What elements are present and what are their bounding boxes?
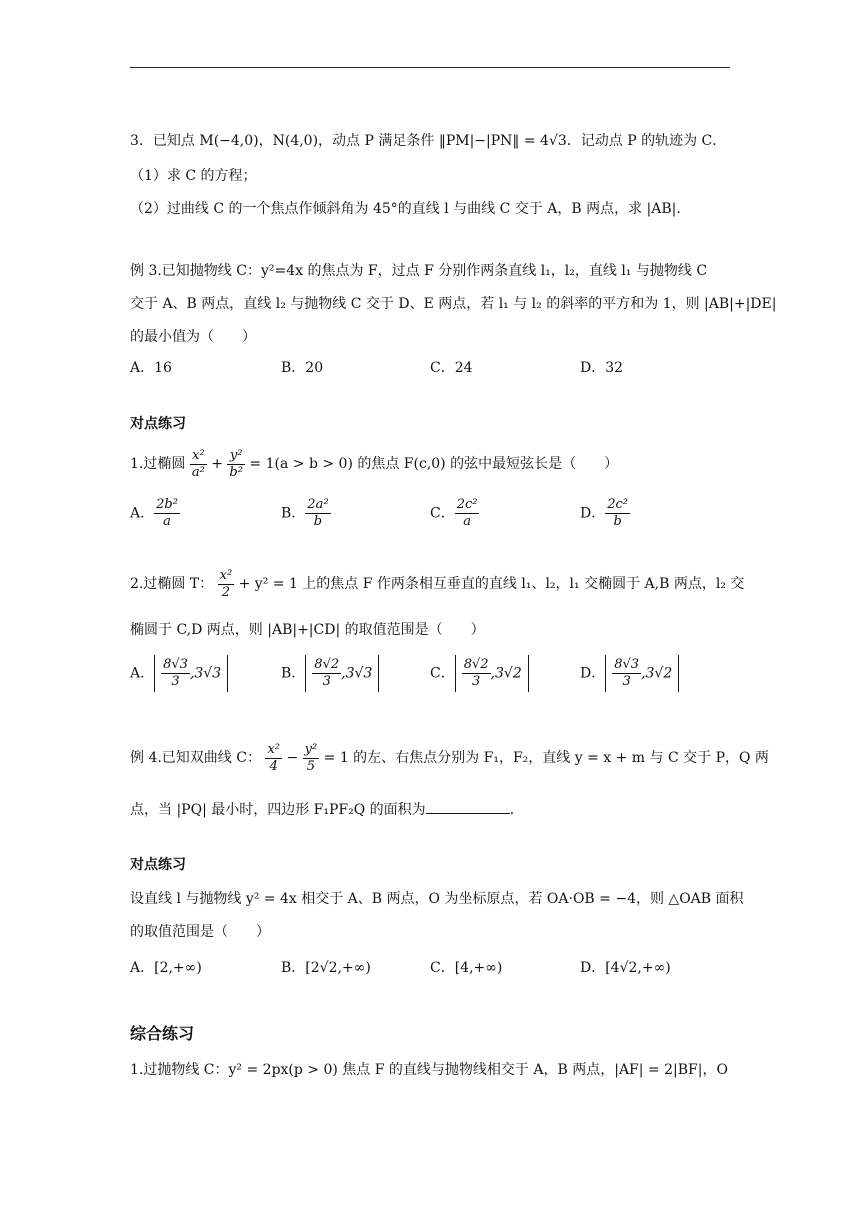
example3-option-b: B．20 <box>281 360 324 376</box>
fraction-denominator: 3 <box>622 674 631 689</box>
interval-end: ,3√2 <box>641 665 673 682</box>
practice1-heading: 对点练习 <box>130 416 186 432</box>
example3-line1: 例 3.已知抛物线 C：y²=4x 的焦点为 F，过点 F 分别作两条直线 l₁，l₂，直线 l₁ 与抛物线 C <box>130 263 708 279</box>
practice1-q2-option-d <box>580 655 679 692</box>
fraction-numerator: x² <box>219 567 233 583</box>
practice2-heading: 对点练习 <box>130 857 186 873</box>
practice1-q2-option-a <box>130 655 228 692</box>
example4-suffix: = 1 的左、右焦点分别为 F₁，F₂，直线 y = x + m 与 C 交于 P，Q 两 <box>323 750 769 766</box>
fraction-numerator: 8√2 <box>463 657 489 672</box>
fraction-numerator: x² <box>267 741 280 757</box>
practice1-q1-option-a <box>130 497 180 530</box>
fraction-denominator: b <box>613 514 622 529</box>
fraction-denominator: 2 <box>221 584 231 600</box>
practice1-q2-option-c <box>430 655 529 692</box>
practice1-q2-option-b <box>281 655 379 692</box>
option-label: D． <box>580 665 606 682</box>
practice2-option-a: A．[2,+∞) <box>130 960 202 976</box>
header-rule <box>130 67 730 68</box>
fraction-denominator: a <box>463 514 471 529</box>
fraction-numerator: 2b² <box>156 497 178 512</box>
fraction-denominator: a <box>163 514 171 529</box>
problem3-line2: （1）求 C 的方程； <box>130 168 257 184</box>
fraction-denominator: a² <box>191 464 205 480</box>
problem3-line1: 3．已知点 M(−4,0)，N(4,0)，动点 P 满足条件 ‖PM|−|PN‖ = 4√3．记动点 P 的轨迹为 C． <box>130 133 727 149</box>
example4-line1: 例 4.已知双曲线 C： $\frac{\text{x²}}{4}$ − $\frac{\text{y²}}{5}$ = 1 的左、右焦点分别为 F₁，F₂，直线 y = x + m 与 C 交于 P，Q 两 <box>130 741 769 774</box>
interval-end: ,3√3 <box>341 665 373 682</box>
option-label: A． <box>130 505 155 522</box>
option-label: D． <box>580 505 606 522</box>
fraction-denominator: b² <box>229 464 243 480</box>
comprehensive-line1: 1.过抛物线 C：y² = 2px(p > 0) 焦点 F 的直线与抛物线相交于 A，B 两点，|AF| = 2|BF|，O <box>130 1062 728 1078</box>
practice1-q2-fraction <box>218 568 235 601</box>
interval-end: ,3√2 <box>490 665 522 682</box>
fraction-denominator: 3 <box>471 674 481 689</box>
fraction-numerator: y² <box>304 741 318 757</box>
example4-line2 <box>130 799 514 820</box>
practice2-line1: 设直线 l 与抛物线 y² = 4x 相交于 A、B 两点，O 为坐标原点，若 OA·OB = −4，则 △OAB 面积 <box>130 891 744 907</box>
practice1-q2-line2: 椭圆于 C,D 两点，则 |AB|+|CD| 的取值范围是（ ） <box>130 622 485 638</box>
fraction-numerator: 8√3 <box>614 657 640 672</box>
example3-option-a: A．16 <box>130 360 172 376</box>
practice1-q1-option-b <box>281 497 331 530</box>
practice1-q1-suffix: = 1(a > b > 0) 的焦点 F(c,0) 的弦中最短弦长是（ ） <box>249 456 619 472</box>
answer-blank <box>426 799 510 814</box>
practice2-option-d: D．[4√2,+∞) <box>580 960 671 976</box>
option-label: B． <box>281 665 306 682</box>
practice2-line2: 的取值范围是（ ） <box>130 924 270 940</box>
fraction-denominator: 4 <box>269 758 278 774</box>
practice1-q1-option-c <box>430 497 479 530</box>
option-label: A． <box>130 665 155 682</box>
example4-fraction-x <box>265 742 282 775</box>
fraction-numerator: x² <box>190 448 207 465</box>
example3-line3: 的最小值为（ ） <box>130 329 256 345</box>
fraction-numerator: 2a² <box>307 497 329 512</box>
fraction-numerator: 2c² <box>456 497 478 512</box>
problem3-line3: （2）过曲线 C 的一个焦点作倾斜角为 45°的直线 l 与曲线 C 交于 A，B 两点，求 |AB|． <box>130 201 691 217</box>
practice1-q1-prefix: 1.过椭圆 <box>130 456 186 472</box>
comprehensive-heading: 综合练习 <box>130 1024 195 1043</box>
example3-option-c: C．24 <box>430 360 473 376</box>
option-label: C． <box>430 665 455 682</box>
interval-end: ,3√3 <box>189 665 222 682</box>
option-label: C． <box>430 505 455 522</box>
fraction-numerator: 2c² <box>607 497 628 512</box>
fraction-denominator: b <box>313 514 323 529</box>
fraction-denominator: 3 <box>171 674 180 689</box>
practice1-q1-option-d <box>580 497 630 530</box>
practice1-q1-fraction-x <box>190 448 207 481</box>
example4-fraction-y <box>303 742 320 775</box>
practice1-q1-fraction-y <box>227 448 245 481</box>
practice1-q2-prefix: 2.过椭圆 T： <box>130 576 214 592</box>
practice2-option-c: C．[4,+∞) <box>430 960 503 976</box>
example4-line2-suffix: . <box>509 802 515 818</box>
practice1-q2-line1 <box>130 566 744 602</box>
practice1-q2-suffix: + y² = 1 上的焦点 F 作两条相互垂直的直线 l₁、l₂，l₁ 交椭圆于 A,B 两点，l₂ 交 <box>238 576 745 592</box>
example4-prefix: 例 4.已知双曲线 C： <box>130 750 261 766</box>
fraction-denominator: 5 <box>306 758 316 774</box>
fraction-numerator: 8√2 <box>314 657 340 672</box>
example3-option-d: D．32 <box>580 360 624 376</box>
practice1-q1: 1.过椭圆 $\frac{\text{x²}}{\text{a²}}$ + $\frac{\text{y²}}{\text{b²}}$ = 1(a > b > 0) 的焦点 F(c,0) 的弦中最短弦长是（ ） <box>130 447 619 480</box>
practice2-option-b: B．[2√2,+∞) <box>281 960 371 976</box>
example4-line2-prefix: 点，当 |PQ| 最小时，四边形 F₁PF₂Q 的面积为 <box>130 802 426 818</box>
fraction-numerator: 8√3 <box>163 657 188 672</box>
option-label: B． <box>281 505 306 522</box>
fraction-denominator: 3 <box>322 674 331 689</box>
fraction-numerator: y² <box>227 448 245 465</box>
example3-line2: 交于 A、B 两点，直线 l₂ 与抛物线 C 交于 D、E 两点，若 l₁ 与 l₂ 的斜率的平方和为 1，则 |AB|+|DE| <box>130 296 777 312</box>
